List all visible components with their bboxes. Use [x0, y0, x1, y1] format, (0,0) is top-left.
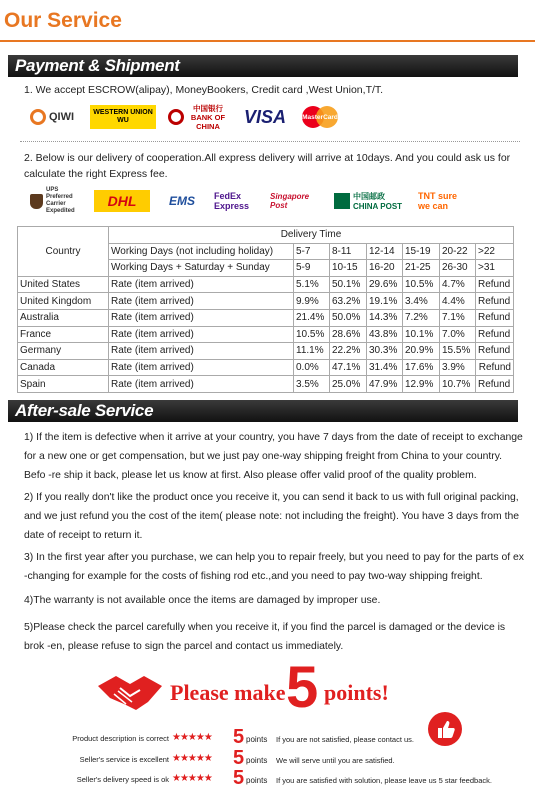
points-row-3: Seller's delivery speed is ok ★★★★★ 5 points If you are satisfied with solution, please leave us 5 star feedback. [76, 767, 492, 789]
china-post-logo: 中国邮政 CHINA POST [334, 188, 410, 214]
stars-rating: ★★★★★ [172, 773, 212, 784]
table-row: France Rate (item arrived) 10.5% 28.6% 43.8% 10.1% 7.0% Refund [18, 326, 514, 343]
visa-logo: VISA [243, 106, 286, 127]
delivery-table [17, 226, 514, 393]
payment-band [8, 55, 518, 77]
carrier-logos [30, 188, 462, 214]
five-big-number: 5 [286, 655, 319, 720]
table-row: Australia Rate (item arrived) 21.4% 50.0% 14.3% 7.2% 7.1% Refund [18, 309, 514, 326]
aftersale-paragraph-2: 2) If you really don't like the product once you receive it, you can send it back to us with full original packing, and we just refund you the cost of the item( please note: not including the freight). You have 3 days from the date of receipt to return it. [24, 492, 520, 541]
table-row: Canada Rate (item arrived) 0.0% 47.1% 31.4% 17.6% 3.9% Refund [18, 359, 514, 376]
delivery-time-header: Delivery Time [109, 227, 514, 244]
payment-methods-text: 1. We accept ESCROW(alipay), MoneyBookers, Credit card ,West Union,T/T. [24, 84, 384, 96]
handshake-icon [96, 672, 164, 712]
please-make-text: Please make [170, 680, 286, 705]
dhl-logo: DHL [94, 190, 150, 212]
table-row: United States Rate (item arrived) 5.1% 50.1% 29.6% 10.5% 4.7% Refund [18, 276, 514, 293]
table-row: United Kingdom Rate (item arrived) 9.9% 63.2% 19.1% 3.4% 4.4% Refund [18, 293, 514, 310]
ems-logo: EMS [168, 194, 195, 208]
aftersale-paragraph-3: 3) In the first year after you purchase, we can help you to repair freely, but you need to pay for the parts of ex -changing for example for the costs of fishing rod etc.,and you need to pay two-way shipping freight. [24, 552, 524, 582]
aftersale-paragraph-5: 5)Please check the parcel carefully when you receive it, if you find the parcel is damaged or the device is brok -en, please refuse to sign the parcel and contact us immediately. [24, 622, 506, 652]
singapore-post-logo: Singapore Post [270, 192, 310, 210]
tnt-logo: TNT sure we can [418, 191, 458, 211]
bank-of-china-logo: 中国银行 BANK OF CHINA [168, 104, 230, 130]
page-header [0, 0, 535, 42]
thumbs-up-icon [428, 712, 462, 746]
points-row-2: Seller's service is excellent ★★★★★ 5 points We will serve until you are satisfied. [79, 747, 395, 769]
payment-band-title: Payment & Shipment [15, 56, 180, 75]
delivery-text-line2: calculate the right Express fee. [24, 168, 168, 180]
points-row-1: Product description is correct ★★★★★ 5 points If you are not satisfied, please contact us. [72, 726, 414, 748]
mastercard-logo: MasterCard [300, 104, 340, 130]
stars-rating: ★★★★★ [172, 732, 212, 743]
aftersale-band-title: After-sale Service [15, 401, 154, 420]
working-days-row: Working Days (not including holiday) 5-7 8-11 12-14 15-19 20-22 >22 [18, 243, 514, 260]
divider [20, 141, 520, 142]
western-union-logo: WESTERN UNION WU [90, 105, 156, 129]
table-row: Germany Rate (item arrived) 11.1% 22.2% 30.3% 20.9% 15.5% Refund [18, 343, 514, 360]
stars-rating: ★★★★★ [172, 753, 212, 764]
ups-logo: UPS Preferred Carrier Expedited [30, 188, 86, 214]
page-title: Our Service [4, 9, 122, 32]
points-exclaim-text: points! [324, 680, 389, 705]
aftersale-paragraph-4: 4)The warranty is not available once the items are damaged by improper use. [24, 595, 381, 606]
weekend-days-row: Working Days + Saturday + Sunday 5-9 10-15 16-20 21-25 26-30 >31 [18, 260, 514, 277]
country-header: Country [18, 227, 109, 277]
aftersale-band [8, 400, 518, 422]
aftersale-paragraph-1: 1) If the item is defective when it arrive at your country, you have 7 days from the date of receipt to exchange for a new one or get compensation, but we just pay one-way shipping freight from China to your country. Befo -re ship it back, please let us know at first. Also please offer valid proof of the quality problem. [24, 432, 523, 481]
qiwi-logo: QIWI [26, 104, 78, 130]
delivery-text-line1: 2. Below is our delivery of cooperation.All express delivery will arrive at 10days. And you could ask us for [24, 152, 511, 164]
fedex-logo: FedEx Express [214, 191, 250, 211]
payment-logos [26, 104, 340, 130]
table-row: Spain Rate (item arrived) 3.5% 25.0% 47.9% 12.9% 10.7% Refund [18, 376, 514, 393]
